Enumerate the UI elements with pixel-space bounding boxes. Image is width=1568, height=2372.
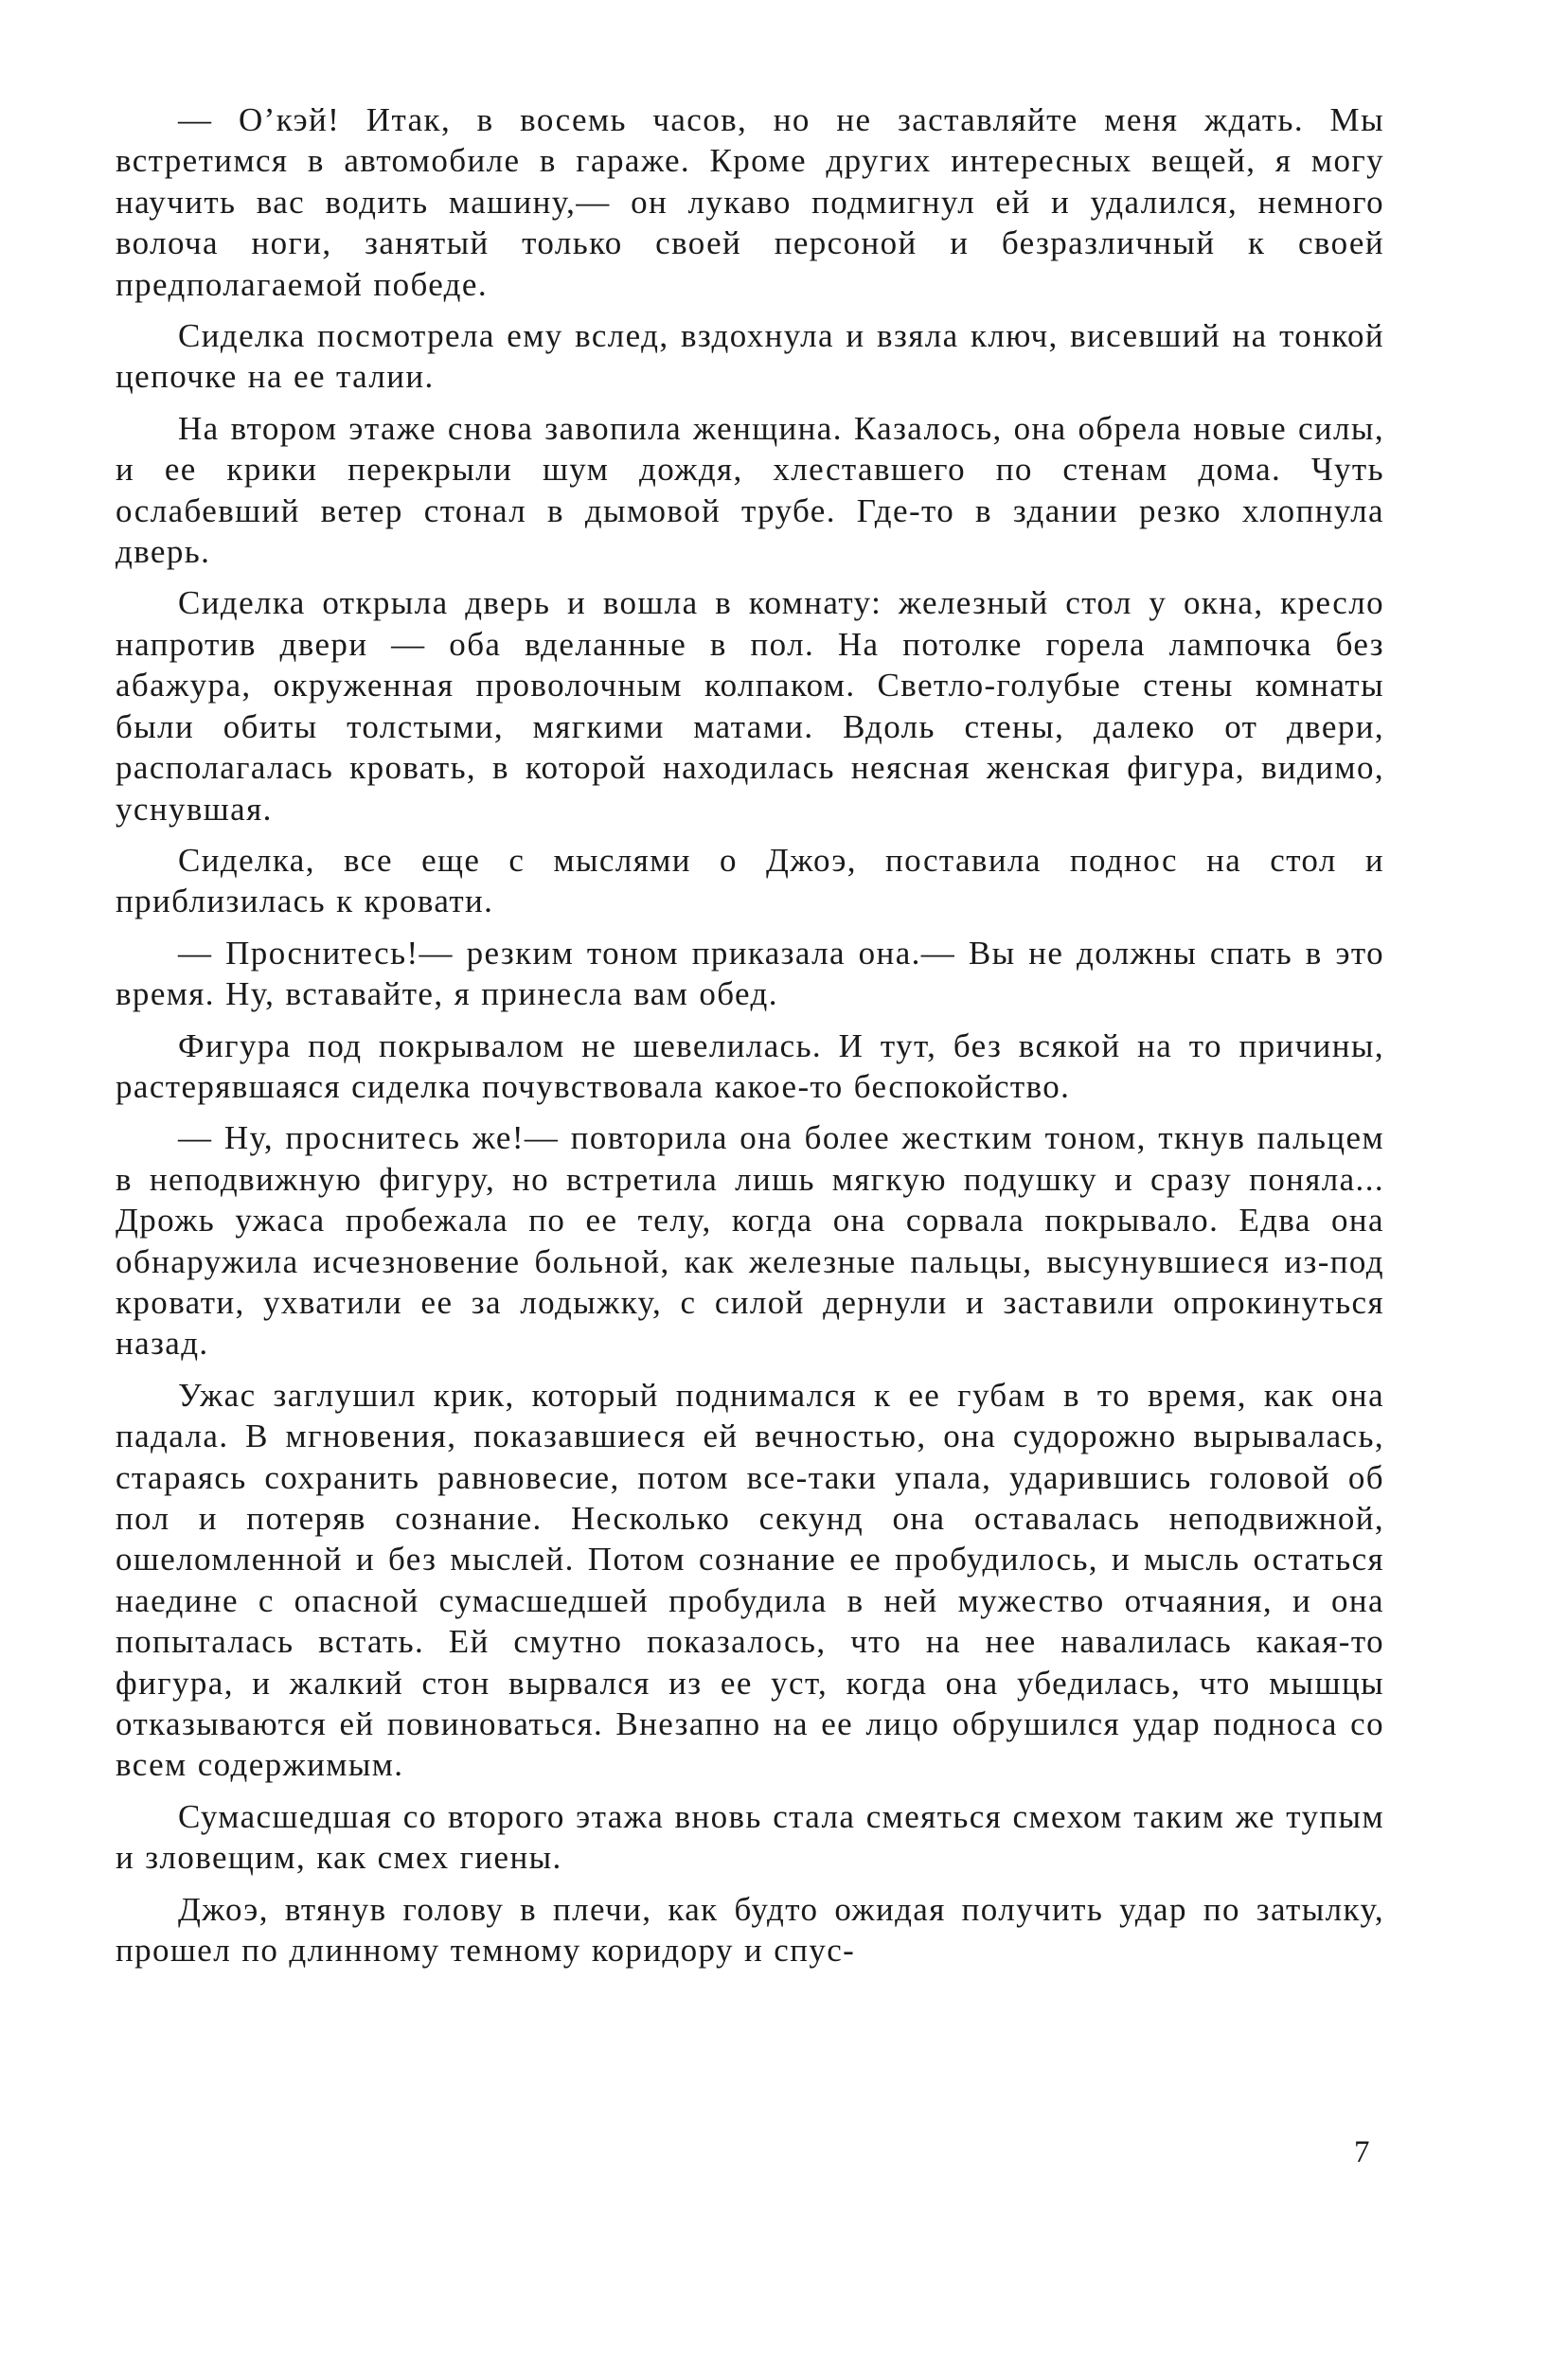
paragraph: Сиделка, все еще с мыслями о Джоэ, поставила поднос на стол и приблизилась к кровати. bbox=[116, 841, 1384, 920]
paragraph: Сумасшедшая со второго этажа вновь стала смеяться смехом таким же тупым и зловещим, как смех гиены. bbox=[116, 1797, 1384, 1877]
paragraph: — Ну, проснитесь же!— повторила она более жестким тоном, ткнув пальцем в неподвижную фигуру, но встретила лишь мягкую подушку и сразу поняла... Дрожь ужаса пробежала по ее телу, когда она сорвала покрывало. Едва она обнаружила исчезновение больной, как железные пальцы, высунувшиеся из-под кровати, ухватили ее за лодыжку, с силой дернули и заставили опрокинуться назад. bbox=[116, 1119, 1384, 1363]
page-number: 7 bbox=[1354, 2135, 1370, 2169]
paragraph: Ужас заглушил крик, который поднимался к ее губам в то время, как она падала. В мгновения, показавшиеся ей вечностью, она судорожно вырывалась, стараясь сохранить равновесие, потом все-таки упала, ударившись головой об пол и потеряв сознание. Несколько секунд она оставалась неподвижной, ошеломленной и без мыслей. Потом сознание ее пробудилось, и мысль остаться наедине с опасной сумасшедшей пробудила в ней мужество отчаяния, и она попыталась встать. Ей смутно показалось, что на нее навалилась какая-то фигура, и жалкий стон вырвался из ее уст, когда она убедилась, что мышцы отказываются ей повиноваться. Внезапно на ее лицо обрушился удар подноса со всем содержимым. bbox=[116, 1376, 1384, 1784]
paragraph: — О’кэй! Итак, в восемь часов, но не заставляйте меня ждать. Мы встретимся в автомобиле в гараже. Кроме других интересных вещей, я могу научить вас водить машину,— он лукаво подмигнул ей и удалился, немного волоча ноги, занятый только своей персоной и безразличный к своей предполагаемой победе. bbox=[116, 101, 1384, 303]
paragraph: Сиделка посмотрела ему вслед, вздохнула и взяла ключ, висевший на тонкой цепочке на ее талии. bbox=[116, 317, 1384, 396]
paragraph: — Проснитесь!— резким тоном приказала она.— Вы не должны спать в это время. Ну, вставайте, я принесла вам обед. bbox=[116, 934, 1384, 1013]
paragraph: Фигура под покрывалом не шевелилась. И тут, без всякой на то причины, растерявшаяся сиделка почувствовала какое-то беспокойство. bbox=[116, 1026, 1384, 1105]
book-page bbox=[116, 99, 1384, 2277]
paragraph: Сиделка открыла дверь и вошла в комнату: железный стол у окна, кресло напротив двери — оба вделанные в пол. На потолке горела лампочка без абажура, окруженная проволочным колпаком. Светло-голубые стены комнаты были обиты толстыми, мягкими матами. Вдоль стены, далеко от двери, располагалась кровать, в которой находилась неясная женская фигура, видимо, уснувшая. bbox=[116, 584, 1384, 828]
paragraph: На втором этаже снова завопила женщина. Казалось, она обрела новые силы, и ее крики перекрыли шум дождя, хлеставшего по стенам дома. Чуть ослабевший ветер стонал в дымовой трубе. Где-то в здании резко хлопнула дверь. bbox=[116, 409, 1384, 571]
paragraph: Джоэ, втянув голову в плечи, как будто ожидая получить удар по затылку, прошел по длинному темному коридору и спус- bbox=[116, 1890, 1384, 1970]
